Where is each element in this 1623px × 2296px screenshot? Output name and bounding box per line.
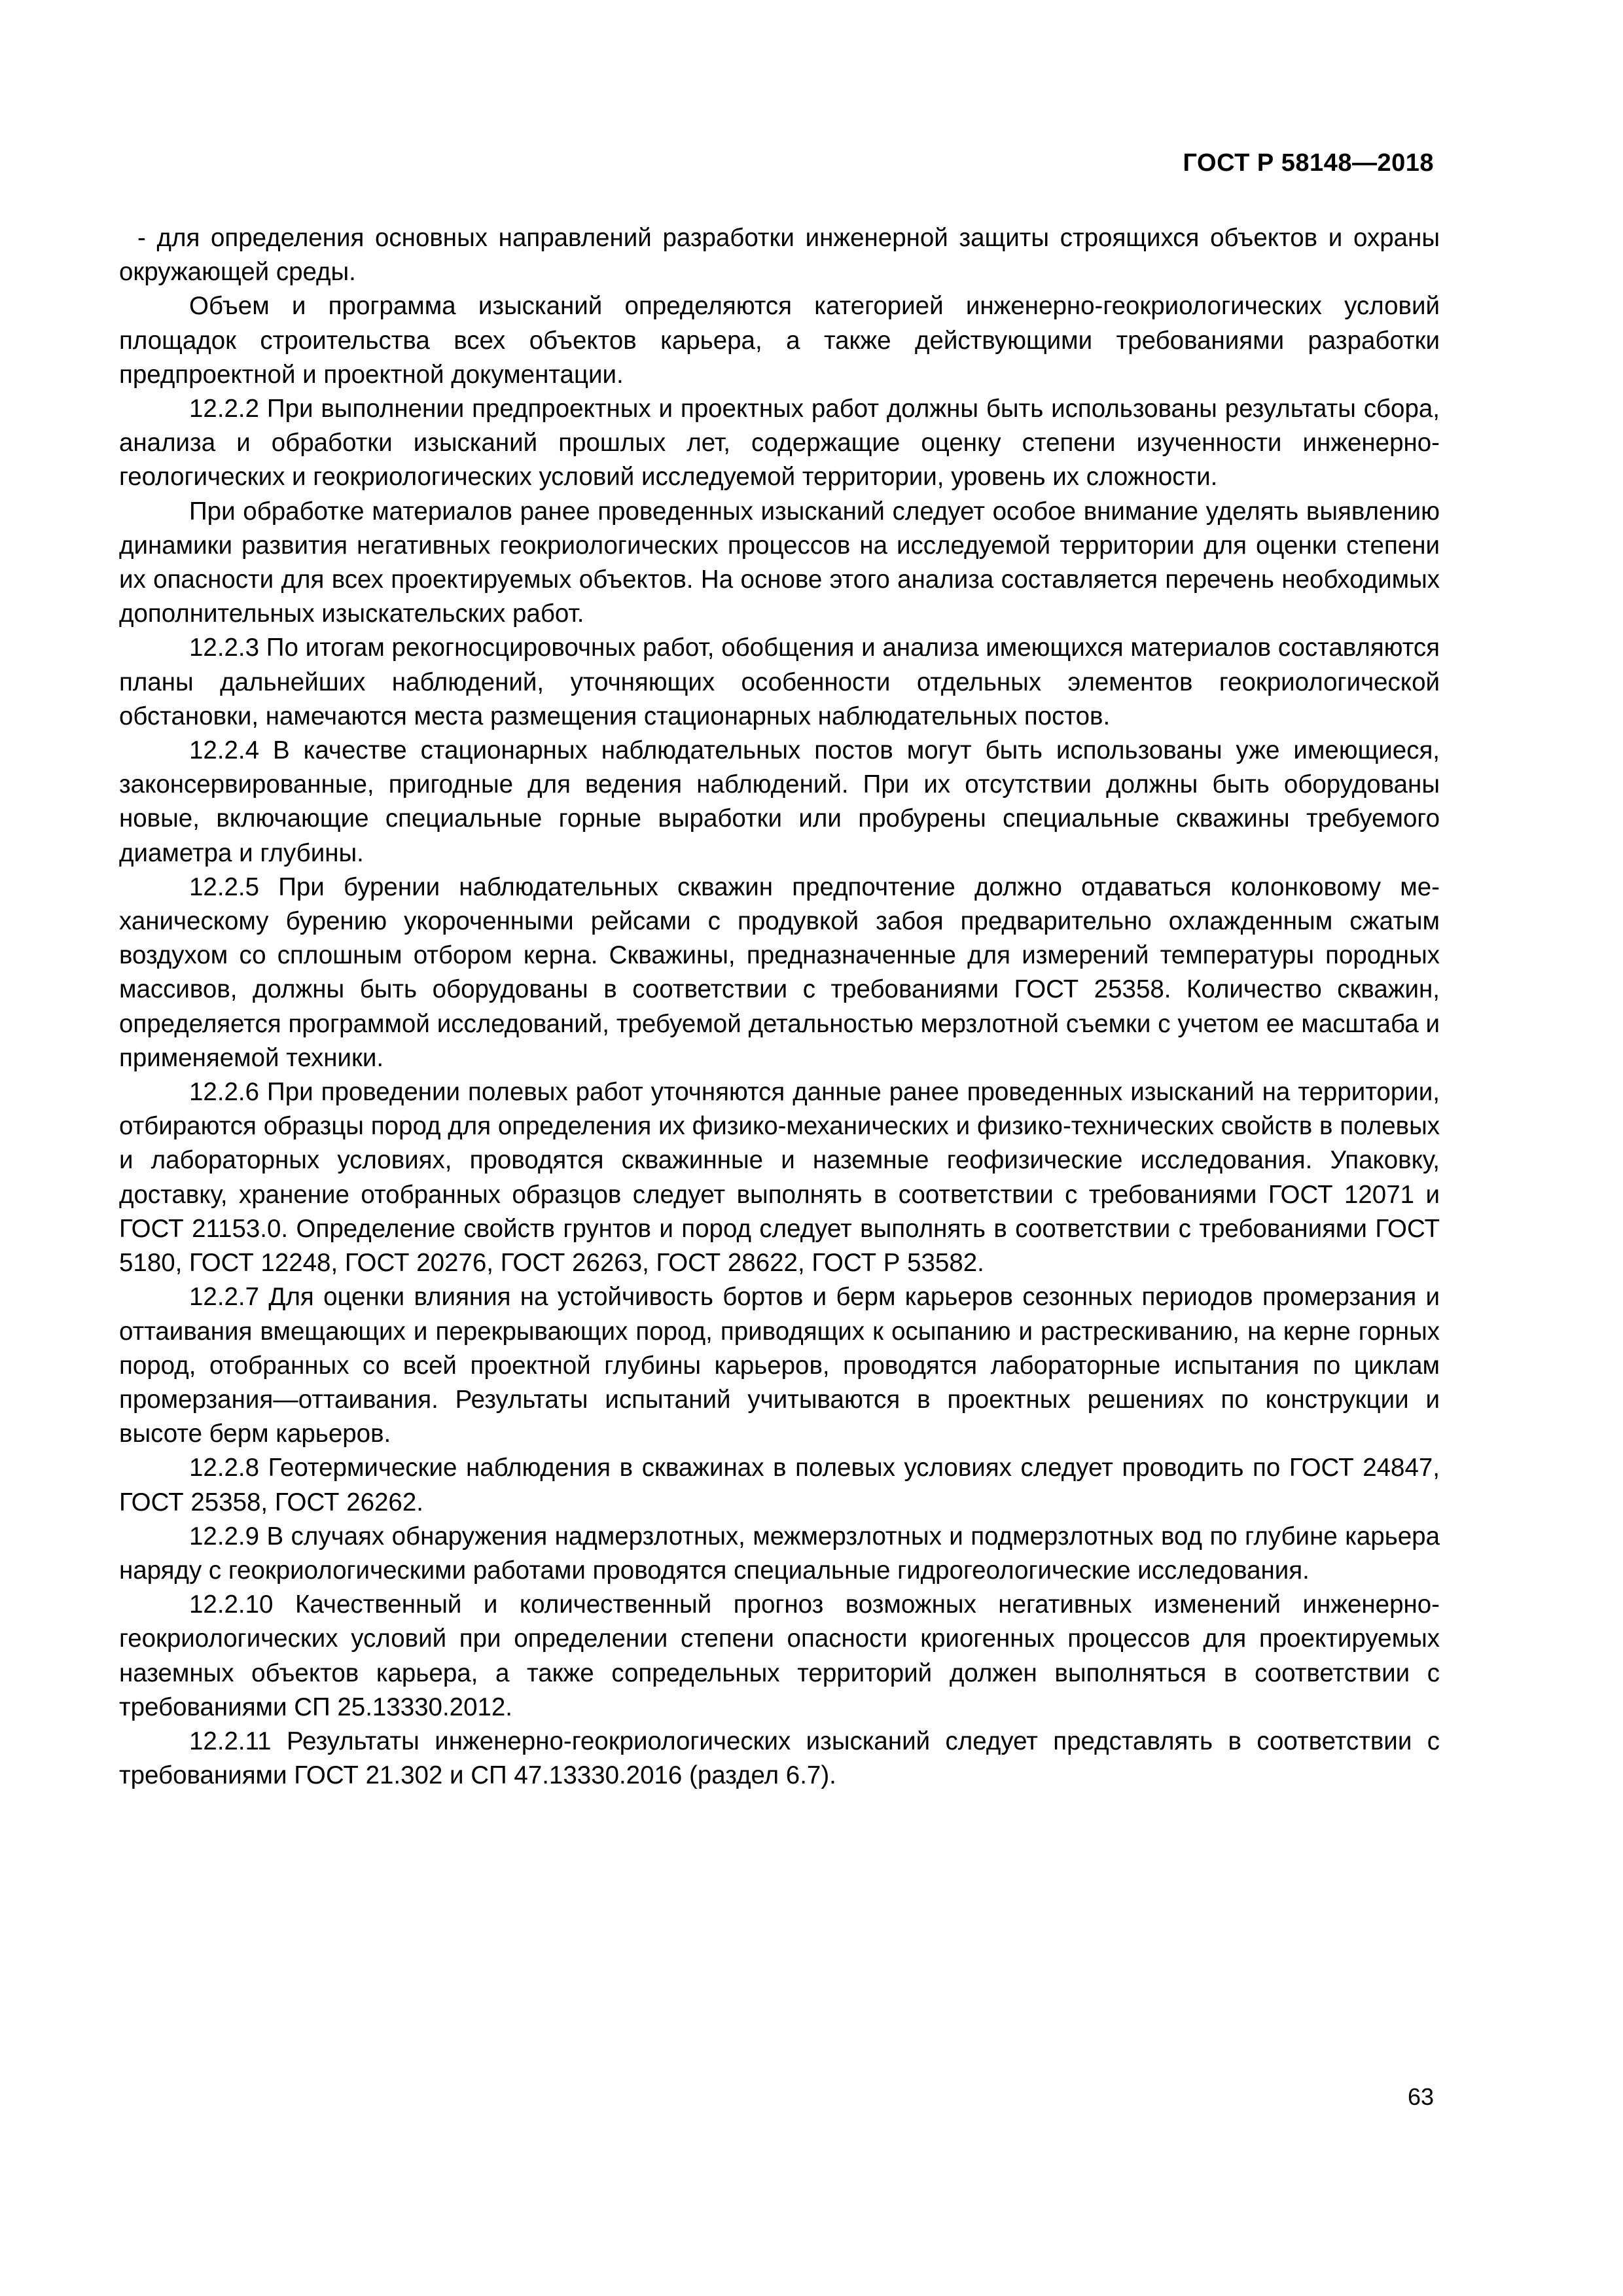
paragraph-12-2-5: 12.2.5 При бурении наблюдательных скважин предпочтение должно отдаваться колонковому механическому бурению укороченными рейсами с продувкой забоя предварительно охлажденным сжатым воздухом со сплошным отбором керна. Скважины, предназначенные для измерений температуры породных массивов, должны быть оборудованы в соответствии с требованиями ГОСТ 25358. Количество скважин, определяется программой исследований, требуемой детальностью мерзлотной съемки с учетом ее масштаба и применяемой техники. (119, 872, 1440, 1072)
paragraph-prior-surveys: При обработке материалов ранее проведенных изысканий следует особое внимание уделять выявлению динамики развития негативных геокриологических процессов на исследуемой территории для оценки степени их опасности для всех проектируемых объектов. На основе этого анализа составляется перечень необходимых дополнительных изыскательских работ. (119, 497, 1440, 628)
paragraph-12-2-8: 12.2.8 Геотермические наблюдения в скважинах в полевых условиях следует проводить по ГОСТ 24847, ГОСТ 25358, ГОСТ 26262. (119, 1454, 1440, 1516)
paragraph-12-2-9: 12.2.9 В случаях обнаружения надмерзлотных, межмерзлотных и подмерзлотных вод по глубине карьера наряду с геокриологическими работами проводятся специальные гидрогеологические исследования. (119, 1522, 1440, 1585)
paragraph-12-2-11: 12.2.11 Результаты инженерно-геокриологических изысканий следует представлять в соответствии с требованиями ГОСТ 21.302 и СП 47.13330.2016 (раздел 6.7). (119, 1727, 1440, 1790)
page-number: 63 (1407, 2083, 1434, 2110)
document-body (119, 221, 1440, 1793)
paragraph-12-2-7: 12.2.7 Для оценки влияния на устойчивость бортов и берм карьеров сезонных периодов промерзания и оттаивания вмещающих и перекрывающих пород, приводящих к осыпанию и растрескиванию, на керне горных пород, отобранных со всей проектной глубины карьеров, проводятся лабораторные испытания по циклам промерзания—оттаивания. Результаты испытаний учитываются в проектных решениях по конструкции и высоте берм карьеров. (119, 1283, 1440, 1448)
paragraph-12-2-2: 12.2.2 При выполнении предпроектных и проектных работ должны быть использованы результаты сбора, анализа и обработки изысканий прошлых лет, содержащие оценку степени изученности инженерно-геологических и геокриологических условий исследуемой территории, уровень их сложности. (119, 395, 1440, 492)
paragraph-12-2-10: 12.2.10 Качественный и количественный прогноз возможных негативных изменений инженерно-геокриологических условий при определении степени опасности криогенных процессов для проектируемых наземных объектов карьера, а также сопредельных территорий должен выполняться в соответствии с требованиями СП 25.13330.2012. (119, 1590, 1440, 1721)
paragraph-protection-purpose: - для определения основных направлений разработки инженерной защиты строящихся объектов и охраны окружающей среды. (119, 224, 1440, 287)
paragraph-12-2-4: 12.2.4 В качестве стационарных наблюдательных постов могут быть использованы уже имеющиеся, законсервированные, пригодные для ведения наблюдений. При их отсутствии должны быть оборудованы новые, включающие специальные горные выработки или пробурены специальные скважины требуемого диаметра и глубины. (119, 736, 1440, 867)
paragraph-12-2-3: 12.2.3 По итогам рекогносцировочных работ, обобщения и анализа имеющихся материалов составляются планы дальнейших наблюдений, уточняющих особенности отдельных элементов геокриологической обстановки, намечаются места размещения стационарных наблюдательных постов. (119, 634, 1440, 730)
paragraph-scope-program: Объем и программа изысканий определяются категорией инженерно-геокриологических условий площадок строительства всех объектов карьера, а также действующими требованиями разработки предпроектной и проектной документации. (119, 292, 1440, 389)
paragraph-12-2-6: 12.2.6 При проведении полевых работ уточняются данные ранее проведенных изысканий на территории, отбираются образцы пород для определения их физико-механических и физико-технических свойств в полевых и лабораторных условиях, проводятся скважинные и наземные геофизические исследования. Упаковку, доставку, хранение отобранных образцов следует выполнять в соответствии с требованиями ГОСТ 12071 и ГОСТ 21153.0. Определение свойств грунтов и пород следует выполнять в соответствии с требованиями ГОСТ 5180, ГОСТ 12248, ГОСТ 20276, ГОСТ 26263, ГОСТ 28622, ГОСТ Р 53582. (119, 1078, 1440, 1278)
document-header-standard: ГОСТ Р 58148—2018 (1183, 149, 1434, 177)
